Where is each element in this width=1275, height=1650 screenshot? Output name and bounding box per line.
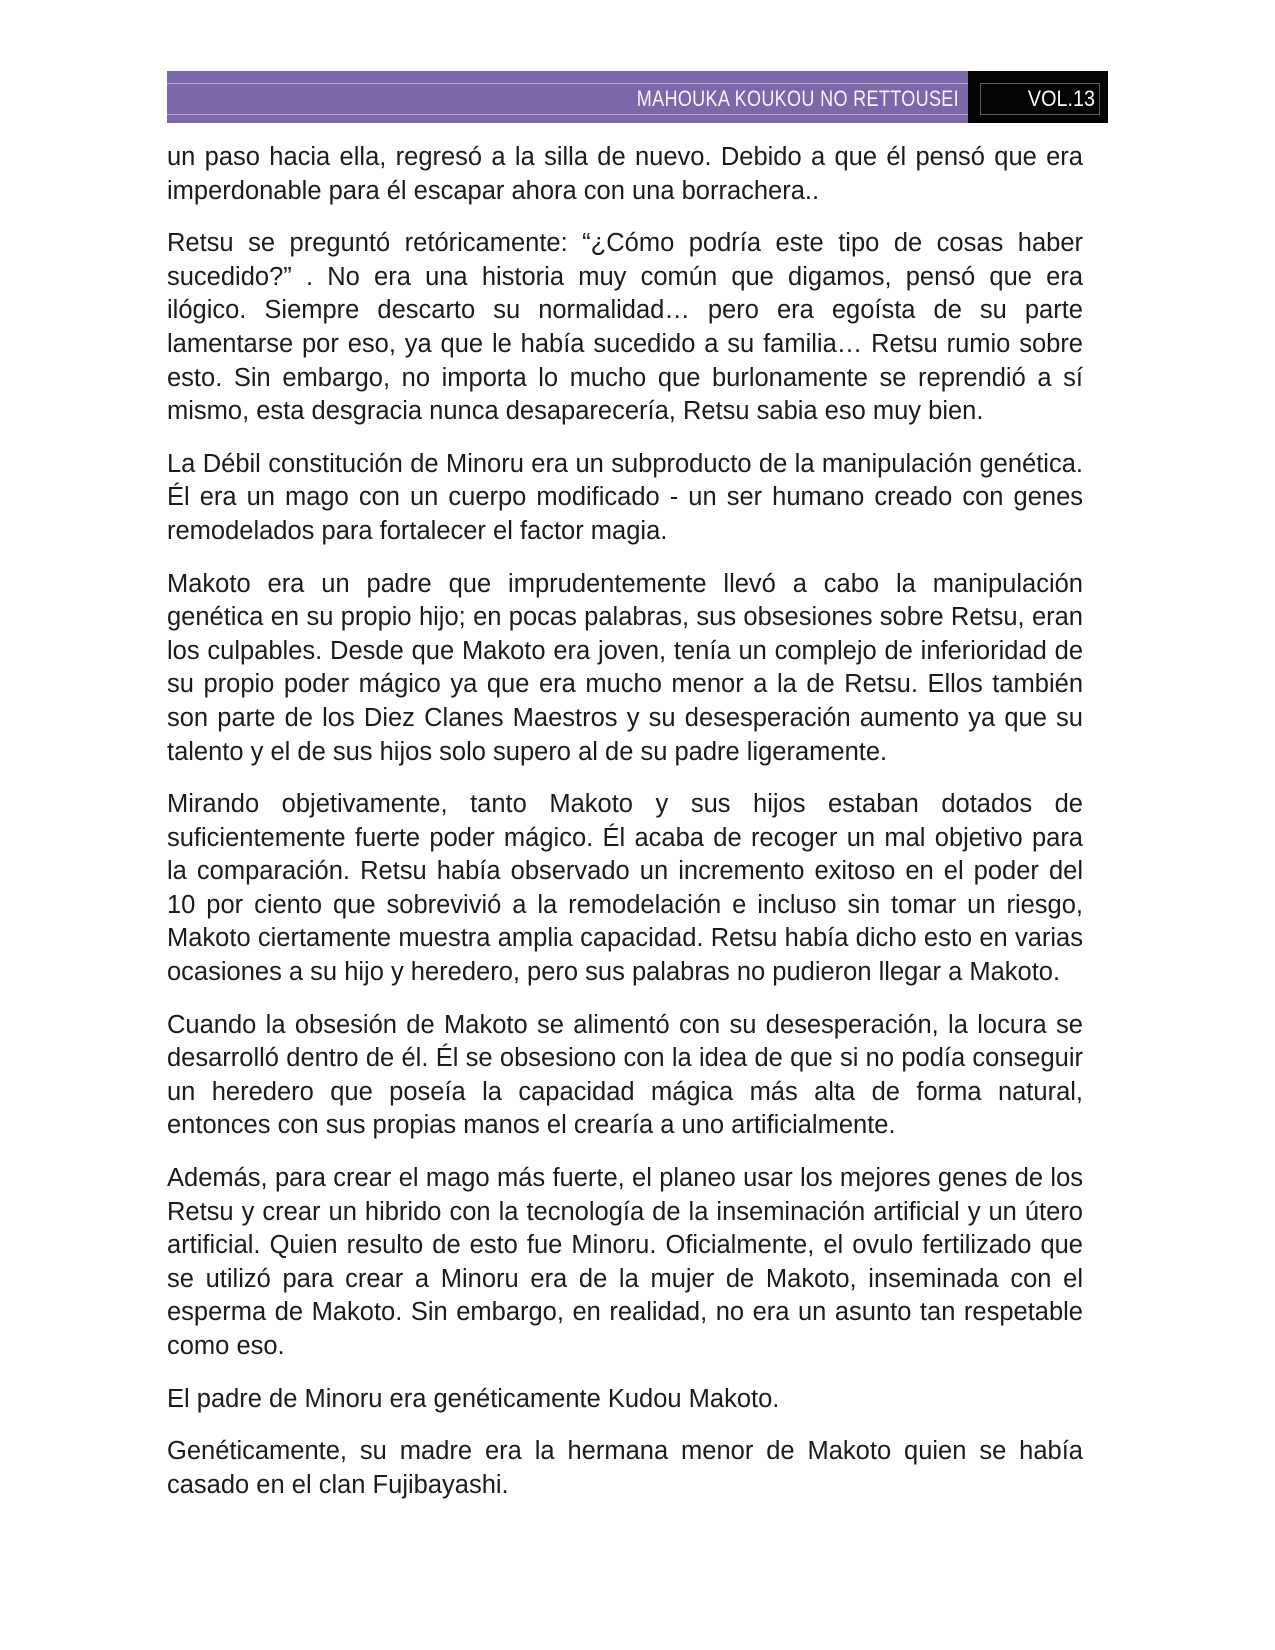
header-purple-band [167,71,968,123]
volume-cell [980,83,1100,115]
body-paragraph-2: Retsu se preguntó retóricamente: “¿Cómo podría este tipo de cosas haber sucedido?” . No era una historia muy común que digamos, pensó que era ilógico. Siempre descarto su normalidad… pero era egoísta de su parte lamentarse por eso, ya que le había sucedido a su familia… Retsu rumio sobre esto. Sin embargo, no importa lo mucho que burlonamente se reprendió a sí mismo, esta desgracia nunca desaparecería, Retsu sabia eso muy bien. [167,229,1083,426]
volume-label: VOL.13 [1028,86,1096,111]
body-paragraph-9: Genéticamente, su madre era la hermana menor de Makoto quien se había casado en el clan Fujibayashi. [167,1437,1083,1499]
page-body [167,141,1083,1521]
body-paragraph-5: Mirando objetivamente, tanto Makoto y sus hijos estaban dotados de suficientemente fuerte poder mágico. Él acaba de recoger un mal objetivo para la comparación. Retsu había observado un incremento exitoso en el poder del 10 por ciento que sobrevivió a la remodelación e incluso sin tomar un riesgo, Makoto ciertamente muestra amplia capacidad. Retsu había dicho esto en varias ocasiones a su hijo y heredero, pero sus palabras no pudieron llegar a Makoto. [167,790,1083,987]
body-paragraph-1: un paso hacia ella, regresó a la silla de nuevo. Debido a que él pensó que era imperdonable para él escapar ahora con una borrachera.. [167,143,1083,205]
body-paragraph-8: El padre de Minoru era genéticamente Kudou Makoto. [167,1384,780,1413]
body-paragraph-6: Cuando la obsesión de Makoto se alimentó con su desesperación, la locura se desarrolló dentro de él. Él se obsesiono con la idea de que si no podía conseguir un heredero que poseía la capacidad mágica más alta de forma natural, entonces con sus propias manos el crearía a uno artificialmente. [167,1010,1083,1140]
header-volume-band [968,71,1108,123]
header-title: MAHOUKA KOUKOU NO RETTOUSEI [636,86,959,111]
body-paragraph-7: Además, para crear el mago más fuerte, el planeo usar los mejores genes de los Retsu y crear un hibrido con la tecnología de la inseminación artificial y un útero artificial. Quien resulto de esto fue Minoru. Oficialmente, el ovulo fertilizado que se utilizó para crear a Minoru era de la mujer de Makoto, inseminada con el esperma de Makoto. Sin embargo, en realidad, no era un asunto tan respetable como eso. [167,1164,1083,1360]
body-paragraph-4: Makoto era un padre que imprudentemente llevó a cabo la manipulación genética en su propio hijo; en pocas palabras, sus obsesiones sobre Retsu, eran los culpables. Desde que Makoto era joven, tenía un complejo de inferioridad de su propio poder mágico ya que era mucho menor a la de Retsu. Ellos también son parte de los Diez Clanes Maestros y su desesperación aumento ya que su talento y el de sus hijos solo supero al de su padre ligeramente. [167,569,1083,766]
body-paragraph-3: La Débil constitución de Minoru era un subproducto de la manipulación genética. Él era un mago con un cuerpo modificado - un ser humano creado con genes remodelados para fortalecer el factor magia. [167,449,1083,545]
page-header-banner [167,71,1108,123]
